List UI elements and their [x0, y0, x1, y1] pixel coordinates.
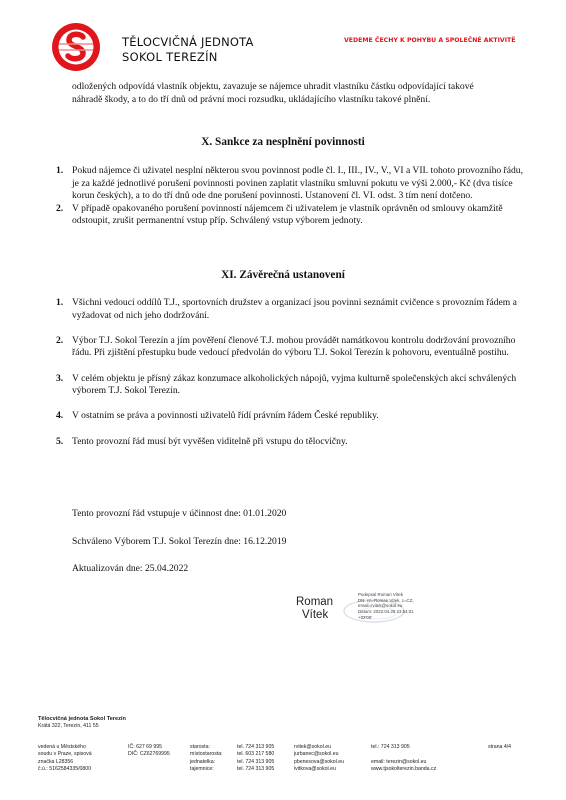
- footer-email-link[interactable]: lvitkova@sokol.eu: [294, 765, 336, 772]
- list-item: [56, 373, 526, 398]
- footer-email-link[interactable]: pbenesova@sokol.eu: [294, 758, 344, 765]
- footer-contacts: [371, 744, 436, 773]
- signature-first-name: Roman: [296, 596, 334, 608]
- slogan: VEDEME ČECHY K POHYBU A SPOLEČNÉ AKTIVITĚ: [344, 37, 516, 44]
- continuation-paragraph: odložených odpovídá vlastník objektu, zavazuje se nájemce uhradit vlastníku částku odpovídající takové náhradě škody, a to do tří dnů od právní moci rozsudku, ukládajícího vlastníku takové plnění.: [72, 81, 474, 105]
- section-11-list: [56, 297, 526, 461]
- section-11-title: XI. Závěrečná ustanovení: [221, 269, 345, 281]
- footer-line: tel. 724 313 905: [237, 765, 275, 772]
- list-item: [56, 335, 526, 360]
- footer-tax-ids: [128, 744, 170, 759]
- footer-line: tel. 724 313 905: [237, 744, 275, 750]
- item-text: Výbor T.J. Sokol Terezín a jím pověření členové T.J. mohou provádět namátkovou kontrolu dodržování provozního řádu. Při zjištění přestupku bude vedoucí předvolán do výboru T.J. Sokol Terezín k pohovoru, eventuálně postihu.: [72, 334, 516, 359]
- list-item: [56, 203, 526, 228]
- footer-phones: [237, 744, 274, 773]
- footer-line: vedená u Městského: [38, 744, 86, 750]
- footer-web-link[interactable]: www.tjsokolterezin.banda.cz: [371, 765, 437, 772]
- signature-detail-line: +02'00': [358, 614, 373, 620]
- item-number: 1.: [56, 165, 64, 176]
- footer-address: Krátá 322, Terezín, 411 55: [38, 723, 99, 729]
- item-text: Pokud nájemce či uživatel nesplní některou svou povinnost podle čl. I., III., IV., V., VI a VII. tohoto provozního řádu, je za každé jednotlivé porušení povinnosti povinen zaplatit vlastníku smluvní pokutu ve výši 2.000,- Kč (dva tisíce korun českých), a to do tří dnů ode dne porušení povinnosti. Ustanovení čl. VI. odst. 3 tím není dotčeno.: [72, 165, 524, 202]
- signature-last-name: Vítek: [302, 609, 329, 621]
- footer-line: místostarosta:: [190, 751, 223, 758]
- item-number: 3.: [56, 372, 64, 384]
- org-name-line2: SOKOL TEREZÍN: [122, 50, 218, 64]
- approved-date: Schváleno Výborem T.J. Sokol Terezín dne: 16.12.2019: [72, 536, 287, 547]
- footer-line: tel. 603 217 580: [237, 751, 275, 758]
- signature-detail-line: DN: cn=Roman Vítek, c=CZ,: [358, 597, 414, 603]
- section-10-title: X. Sankce za nesplnění povinnosti: [201, 136, 365, 148]
- footer-line: tel. 724 313 905: [237, 758, 275, 765]
- signature-details: [358, 592, 438, 621]
- section-10-list: [56, 165, 526, 228]
- item-number: 5.: [56, 435, 64, 447]
- updated-date: Aktualizován dne: 25.04.2022: [72, 563, 189, 574]
- footer-email-link[interactable]: rvitek@sokol.eu: [294, 744, 331, 750]
- signature-detail-line: email=rvitek@sokol.eu: [358, 603, 403, 609]
- item-text: V ostatním se práva a povinnosti uživatelů řídí právním řádem České republiky.: [72, 410, 379, 422]
- page-header: [0, 0, 566, 86]
- footer-email-link[interactable]: jurbanec@sokol.eu: [294, 751, 339, 758]
- footer-email-link[interactable]: email: terezin@sokol.eu: [371, 758, 427, 765]
- item-number: 2.: [56, 202, 64, 214]
- sokol-logo-icon: [50, 17, 102, 75]
- footer-line: IČ: 627 69 995: [128, 744, 163, 750]
- organization-name: [122, 35, 254, 65]
- footer-line: č.ú.: 5162584335/0800: [38, 765, 92, 772]
- item-text: V celém objektu je přísný zákaz konzumace alkoholických nápojů, vyjma kulturně společenských akcí schválených výborem T.J. Sokol Terezín.: [72, 372, 517, 397]
- list-item: [56, 297, 526, 322]
- item-number: 2.: [56, 334, 64, 346]
- effective-date: Tento provozní řád vstupuje v účinnost dne: 01.01.2020: [72, 508, 287, 519]
- footer-line: [371, 751, 436, 758]
- footer-line: DIČ: CZ62769995: [128, 751, 170, 758]
- item-number: 1.: [56, 297, 64, 308]
- footer-line: starosta:: [190, 744, 210, 750]
- footer-line: tajemnice:: [190, 765, 214, 772]
- footer-line: jednatelka:: [190, 758, 216, 765]
- list-item: [56, 410, 526, 423]
- item-text: V případě opakovaného porušení povinností nájemcem či uživatelem je vlastník oprávněn od smlouvy okamžitě odstoupit, zrušit permanentní vstup příp. Schválený vstup výborem jednoty.: [72, 202, 503, 227]
- item-text: Tento provozní řád musí být vyvěšen viditelně při vstupu do tělocvičny.: [72, 435, 348, 447]
- org-name-line1: TĚLOCVIČNÁ JEDNOTA: [122, 35, 254, 49]
- item-number: 4.: [56, 410, 64, 422]
- item-text: Všichni vedoucí oddílů T.J., sportovních družstev a organizací jsou povinni seznámit cvičence s provozním řádem a vyžadovat od nich jeho dodržování.: [72, 297, 517, 321]
- footer-line: značka L28356: [38, 758, 74, 765]
- signature-detail-line: Datum: 2022.04.25 23:54:01: [358, 609, 414, 615]
- footer-roles: [190, 744, 223, 773]
- footer-registration: [38, 744, 92, 773]
- footer-line: tel.: 724 313 905: [371, 744, 410, 750]
- footer-org-name: Tělocvičná jednota Sokol Terezín: [38, 716, 126, 722]
- footer-page-number: strana 4/4: [488, 744, 512, 750]
- signature-detail-line: Podepsal Roman Vítek: [358, 592, 403, 597]
- list-item: [56, 165, 526, 203]
- signature-name: [296, 596, 333, 622]
- footer-emails: [294, 744, 344, 773]
- list-item: [56, 436, 526, 449]
- footer-line: soudu v Praze, spisová: [38, 751, 92, 758]
